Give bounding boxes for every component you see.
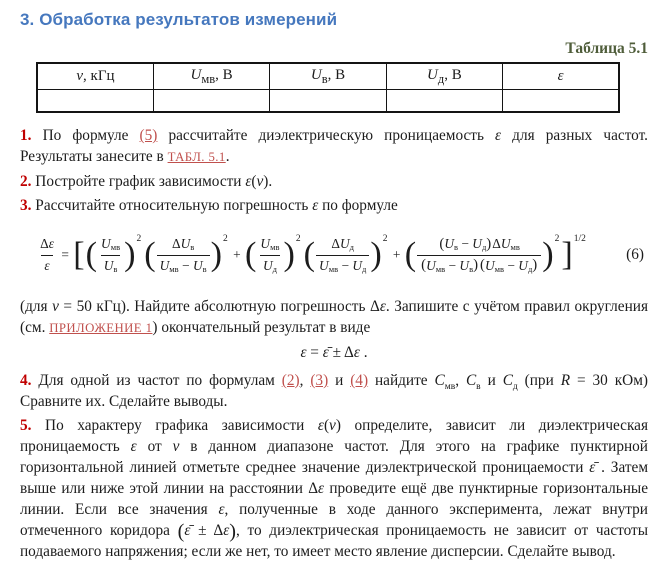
link-appendix-1[interactable]: ПРИЛОЖЕНИЕ 1 — [49, 321, 153, 335]
formula-6-expression: Δ ε ε = [ ( U $_{мв}$ U $_в$ ) 2 ( Δ U $_в$ U $_{мв}$ − U $_в$ ) 2 + ( U $_{мв}$ U $_д$ ) 2 ( Δ U $_д$ U $_{мв}$ − U $_д$ ) 2 + ( ( U $_в$ − U $_д$ ) Δ U $_{мв}$ ( U $_{мв}$ − U $_в$ ) ( U $_{мв}$ − U $_д$ ) ) 2 ] 1/2 — [36, 236, 588, 273]
fraction: U $_{мв}$ U $_д$ — [260, 236, 280, 274]
bracket-group: [ ( U $_{мв}$ U $_в$ ) 2 ( Δ U $_в$ U $_{мв}$ − U $_в$ ) 2 + ( U $_{мв}$ U $_д$ ) 2 ( Δ U $_д$ U $_{мв}$ − U $_д$ ) 2 + ( ( U $_в$ − U $_д$ ) Δ U $_{мв}$ ( U $_{мв}$ − U $_в$ ) ( U $_{мв}$ − U $_д$ ) ) 2 ] 1/2 — [73, 234, 586, 274]
instruction-item-2: 2. Постройте график зависимости ε(ν). — [20, 173, 273, 190]
bracket-group — [245, 236, 302, 273]
bracket-group — [144, 236, 229, 273]
instruction-item-5: 5. По характеру графика зависимости ε(ν) определите, зависит ли диэлектрическая проницаемость ε от ν в данном диапазоне частот. Для этого на графике пунктирной горизонтальной линией отметьте среднее значение диэлектрической проницаемости ε̄ . Затем выше или ниже этой линии на расстоянии Δε проведите ещё две пунктирные горизонтальные линии. Если все значения ε, полученные в ходе данного эксперимента, лежат внутри отмеченного коридора (ε̄ ± Δε), то диэлектрическая проницаемость не зависит от частоты подаваемого напряжения; если же нет, то имеет место явление дисперсии. Сделайте вывод. — [20, 417, 649, 560]
instruction-item-3: 3. Рассчитайте относительную погрешность ε по формуле — [20, 197, 398, 214]
link-formula-4[interactable]: (4) — [350, 372, 369, 389]
instruction-item-4: 4. Для одной из частот по формулам (2), (3) и (4) найдите $C_{мв}$, $C_в$ и $C_д$ (при R = 30 кОм) Сравните их. Сделайте выводы. — [20, 372, 648, 410]
fraction: U $_{мв}$ U $_в$ — [101, 236, 121, 274]
results-table — [36, 62, 620, 113]
link-table-5-1[interactable]: ТАБЛ. 5.1 — [167, 150, 226, 164]
exponent: 2 — [382, 234, 388, 245]
fence: ] — [561, 235, 573, 273]
link-formula-3[interactable]: (3) — [310, 372, 329, 389]
bracket-group — [304, 236, 389, 273]
equation-number: (6) — [626, 246, 644, 263]
fence: ( — [480, 257, 485, 274]
fence: ( — [144, 235, 156, 273]
fence: ) — [210, 235, 223, 273]
fence: ) — [370, 235, 382, 273]
fence: [ — [73, 235, 85, 273]
fence: ) — [124, 235, 136, 273]
bracket-group: ( U $_{мв}$ − U $_д$ ) — [480, 257, 538, 274]
fence: ( — [404, 235, 417, 273]
header-cell-u-mv: $U_{мв}$, В — [153, 63, 269, 90]
header-cell-epsilon: ε — [503, 63, 619, 90]
exponent: 2 — [295, 234, 301, 245]
fence: ( — [439, 236, 445, 253]
bracket-group — [405, 236, 561, 273]
fence: ) — [283, 235, 295, 273]
fraction: Δ U $_в$ U $_{мв}$ − U $_в$ — [157, 236, 210, 273]
bracket-group: ( U $_в$ − U $_д$ ) — [439, 236, 492, 253]
fence: ( — [85, 235, 98, 273]
header-cell-u-v: $U_в$, В — [270, 63, 386, 90]
exponent: 2 — [223, 234, 228, 245]
table-cell — [503, 90, 619, 113]
result-equation: ε = ε̄ ± Δε . — [300, 344, 368, 361]
fence: ) — [532, 257, 538, 274]
formula-6 — [20, 222, 648, 288]
link-formula-2[interactable]: (2) — [281, 372, 300, 389]
table-header-row — [37, 63, 619, 90]
fence: ( — [421, 257, 427, 274]
bracket-group: ( U $_{мв}$ − U $_в$ ) — [421, 257, 479, 274]
fraction: Δ U $_д$ U $_{мв}$ − U $_д$ — [316, 236, 369, 273]
table-cell — [153, 90, 269, 113]
exponent: 2 — [136, 234, 142, 245]
fence: ) — [473, 257, 479, 274]
table-caption: Таблица 5.1 — [565, 40, 648, 57]
fence: ) — [542, 235, 554, 273]
fence: ) — [486, 236, 492, 253]
exponent: 1/2 — [573, 234, 586, 245]
fraction: Δ ε ε — [40, 236, 54, 273]
table-row — [37, 90, 619, 113]
table-cell — [270, 90, 386, 113]
fence: ( — [303, 235, 316, 273]
paragraph-after-formula: (для ν = 50 кГц). Найдите абсолютную погрешность Δε. Запишите с учётом правил округления (см. ПРИЛОЖЕНИЕ 1) окончательный результат в виде — [20, 298, 648, 336]
link-formula-5[interactable]: (5) — [139, 127, 158, 144]
table-cell — [386, 90, 502, 113]
fence: ( — [245, 235, 257, 273]
exponent: 2 — [554, 234, 560, 245]
table-cell — [37, 90, 153, 113]
header-cell-frequency: ν, кГц — [37, 63, 153, 90]
instruction-item-1: 1. По формуле (5) рассчитайте диэлектрическую проницаемость ε для разных частот. Результаты занесите в ТАБЛ. 5.1. — [20, 127, 648, 165]
fraction: ( U $_в$ − U $_д$ ) Δ U $_{мв}$ ( U $_{мв}$ − U $_в$ ) ( U $_{мв}$ − U $_д$ ) — [417, 236, 541, 273]
page-title: 3. Обработка результатов измерений — [20, 10, 338, 29]
bracket-group — [86, 236, 143, 273]
header-cell-u-d: $U_д$, В — [386, 63, 502, 90]
